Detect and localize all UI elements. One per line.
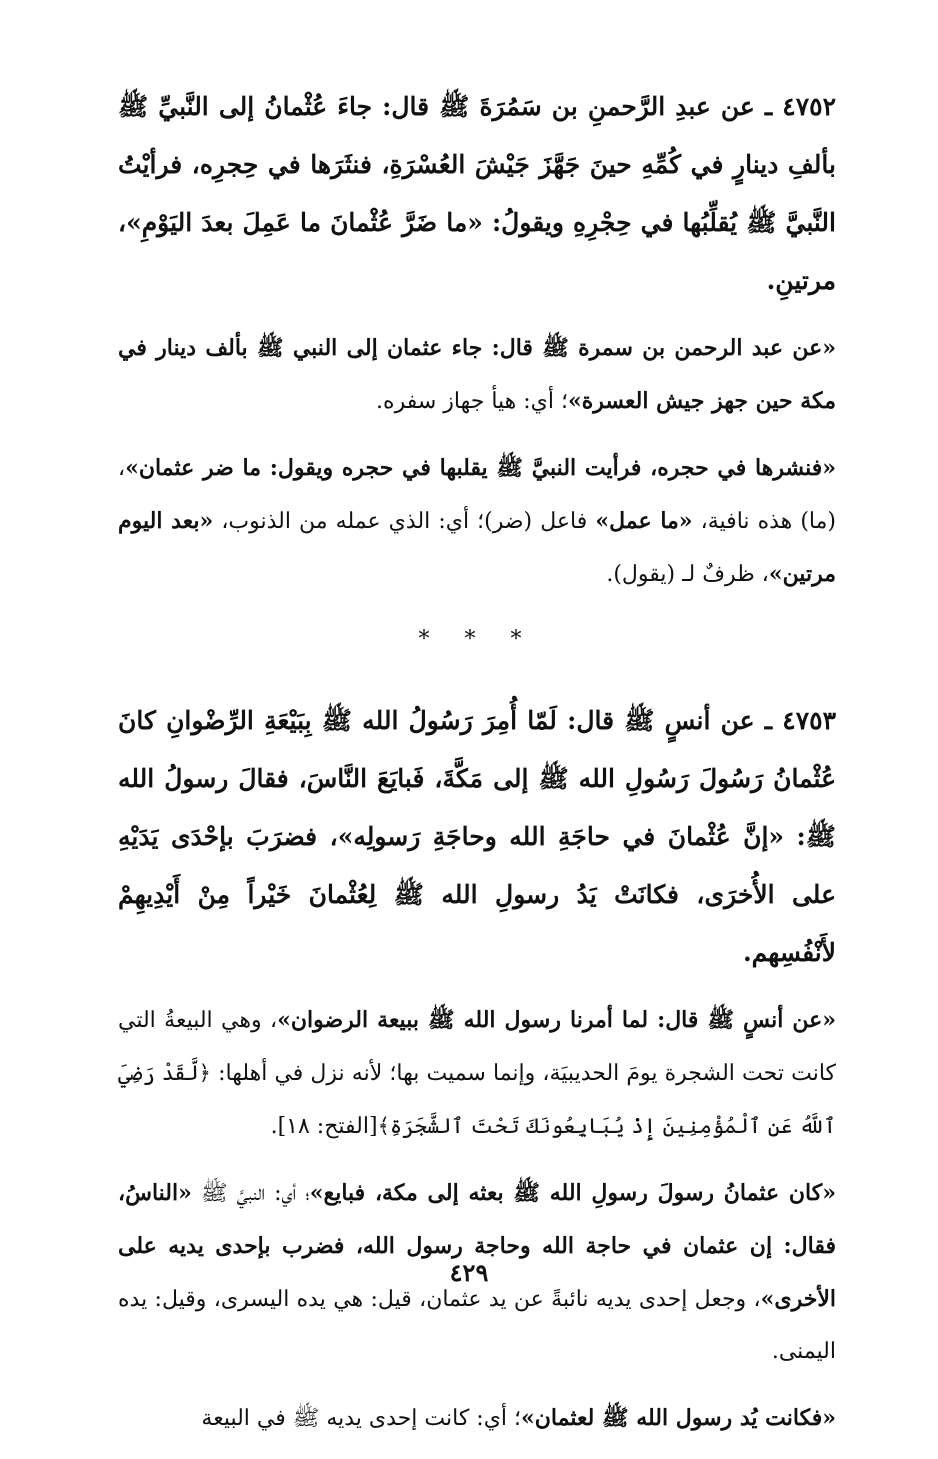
commentary-quote: «الناسُ، فقال: إن عثمان في حاجة الله وحاجة رسول الله، فضرب بإحدى يديه على الأخرى»: [118, 1180, 836, 1312]
verse-reference: [الفتح: ١٨].: [270, 1114, 378, 1139]
commentary-text: فاعل (ضر)؛ أي: الذي عمله من الذنوب،: [213, 509, 596, 534]
page-number: ٤٢٩: [449, 1258, 489, 1287]
commentary-text: ، وجعل إحدى يديه نائبةً عن يد عثمان، قيل: هي يده اليسرى، وقيل: يده اليمنى.: [118, 1287, 836, 1364]
commentary-text: ؛ أي: النبيَّ ﷺ: [191, 1181, 310, 1206]
commentary-quote: «فكانت يُد رسول الله ﷺ لعثمان»: [521, 1405, 836, 1431]
commentary-quote: «فنشرها في حجره، فرأيت النبيَّ ﷺ يقلبها في حجره ويقول: ما ضر عثمان»: [125, 455, 836, 481]
commentary-text: ؛ أي: هيأ جهاز سفره.: [376, 389, 568, 414]
section-separator: * * *: [418, 627, 536, 652]
commentary-quote: «كان عثمانُ رسولَ رسولِ الله ﷺ بعثه إلى مكة، فبايع»: [309, 1180, 836, 1206]
commentary-text: ، وهي البيعةُ التي كانت تحت الشجرة يومَ الحديبيَة، وإنما سميت بها؛ لأنه نزل في أهلها:: [118, 1008, 837, 1086]
hadith-4752: ٤٧٥٢ ـ عن عبدِ الرَّحمنِ بن سَمُرَةَ ﷺ قال: جاءَ عُثْمانُ إلى النَّبيِّ ﷺ بألفِ دينارٍ في كُمِّهِ حينَ جَهَّزَ جَيْشَ العُسْرَةِ، فنثَرَها في حِجرِه، فرأيْتُ النَّبيَّ ﷺ يُقلِّبُها في حِجْرِهِ ويقولُ: «ما ضَرَّ عُثْمانَ ما عَمِلَ بعدَ اليَوْمِ»، مرتينِ.: [118, 92, 836, 295]
commentary-quote: «بعد اليوم مرتين»: [118, 508, 836, 587]
commentary-4752-2: [118, 442, 836, 601]
commentary-text: ، (ما) هذه نافية،: [118, 456, 837, 534]
commentary-quote: «ما عمل»: [595, 508, 693, 534]
commentary-4753-1: [118, 994, 836, 1153]
commentary-text: ؛ أي: كانت إحدى يديه ﷺ في البيعة: [201, 1406, 522, 1431]
commentary-quote: «عن أنسٍ ﷺ قال: لما أمرنا رسول الله ﷺ ببيعة الرضوان»: [277, 1007, 837, 1033]
hadith-4753: ٤٧٥٣ ـ عن أنسٍ ﷺ قال: لَمّا أُمِرَ رَسُولُ الله ﷺ بِبَيْعَةِ الرِّضْوانِ كانَ عُثْمانُ رَسُولَ رَسُولِ الله ﷺ إلى مَكَّةَ، فَبايَعَ النَّاسَ، فقالَ رسولُ الله ﷺ: «إنَّ عُثْمانَ في حاجَةِ الله وحاجَةِ رَسولِه»، فضرَبَ بإحْدَى يَدَيْهِ على الأُخرَى، فكانَتْ يَدُ رسولِ الله ﷺ لِعُثْمانَ خَيْراً مِنْ أَيْدِيهِمْ لأَنْفُسِهم.: [118, 706, 836, 967]
commentary-quote: «عن عبد الرحمن بن سمرة ﷺ قال: جاء عثمان إلى النبي ﷺ بألف دينار في مكة حين جهز جيش العسرة»: [118, 335, 836, 414]
commentary-4753-3: [118, 1392, 836, 1445]
commentary-4752-1: [118, 322, 836, 428]
commentary-text: ، ظرفٌ لـ (يقول).: [606, 562, 769, 587]
page-body: [118, 78, 836, 1459]
quran-verse: ﴿لَّقَدْ رَضِيَ ٱللَّهُ عَنِ ٱلْمُؤْمِنِينَ إِذْ يُبَايِعُونَكَ تَحْتَ ٱلشَّجَرَةِ﴾: [118, 1061, 836, 1138]
